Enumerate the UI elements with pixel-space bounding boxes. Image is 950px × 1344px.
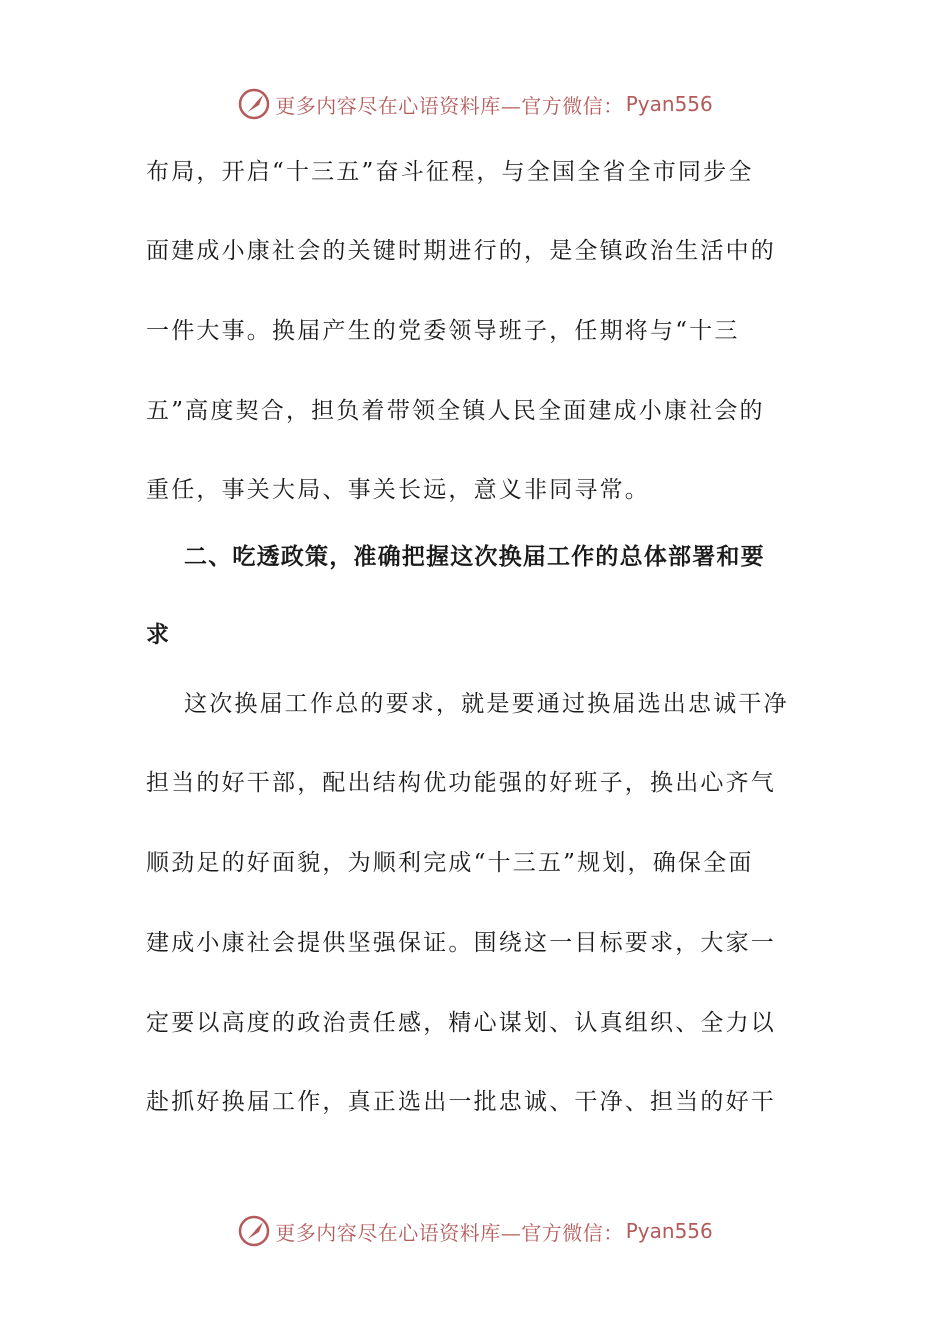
paragraph-line: 建成小康社会提供坚强保证。围绕这一目标要求，大家一	[146, 930, 776, 956]
paragraph-line: 担当的好干部，配出结构优功能强的好班子，换出心齐气	[146, 770, 776, 796]
paragraph-line: 这次换届工作总的要求，就是要通过换届选出忠诚干净	[184, 691, 789, 717]
paragraph-line: 赴抓好换届工作，真正选出一批忠诚、干净、担当的好干	[146, 1089, 776, 1115]
section-heading: 二、吃透政策，准确把握这次换届工作的总体部署和要	[184, 544, 765, 570]
watermark-wechat-id: Pyan556	[625, 1219, 713, 1243]
body-line: 重任，事关大局、事关长远，意义非同寻常。	[146, 477, 650, 503]
quill-pen-logo-icon	[237, 1214, 271, 1248]
watermark-wechat-id: Pyan556	[625, 92, 713, 116]
paragraph-line: 定要以高度的政治责任感，精心谋划、认真组织、全力以	[146, 1010, 776, 1036]
paragraph-line: 顺劲足的好面貌，为顺利完成“十三五”规划，确保全面	[146, 850, 754, 876]
watermark-text: 更多内容尽在心语资料库—官方微信：	[275, 1220, 624, 1245]
quill-pen-logo-icon	[237, 87, 271, 121]
watermark-banner-top	[0, 84, 950, 124]
body-line: 面建成小康社会的关键时期进行的，是全镇政治生活中的	[146, 238, 776, 264]
body-line: 五”高度契合，担负着带领全镇人民全面建成小康社会的	[146, 398, 765, 424]
watermark-banner-bottom	[0, 1211, 950, 1251]
body-line: 布局，开启“十三五”奋斗征程，与全国全省全市同步全	[146, 159, 754, 185]
watermark-text: 更多内容尽在心语资料库—官方微信：	[275, 93, 624, 118]
body-line: 一件大事。换届产生的党委领导班子，任期将与“十三	[146, 318, 740, 344]
section-heading-continuation: 求	[146, 622, 171, 648]
